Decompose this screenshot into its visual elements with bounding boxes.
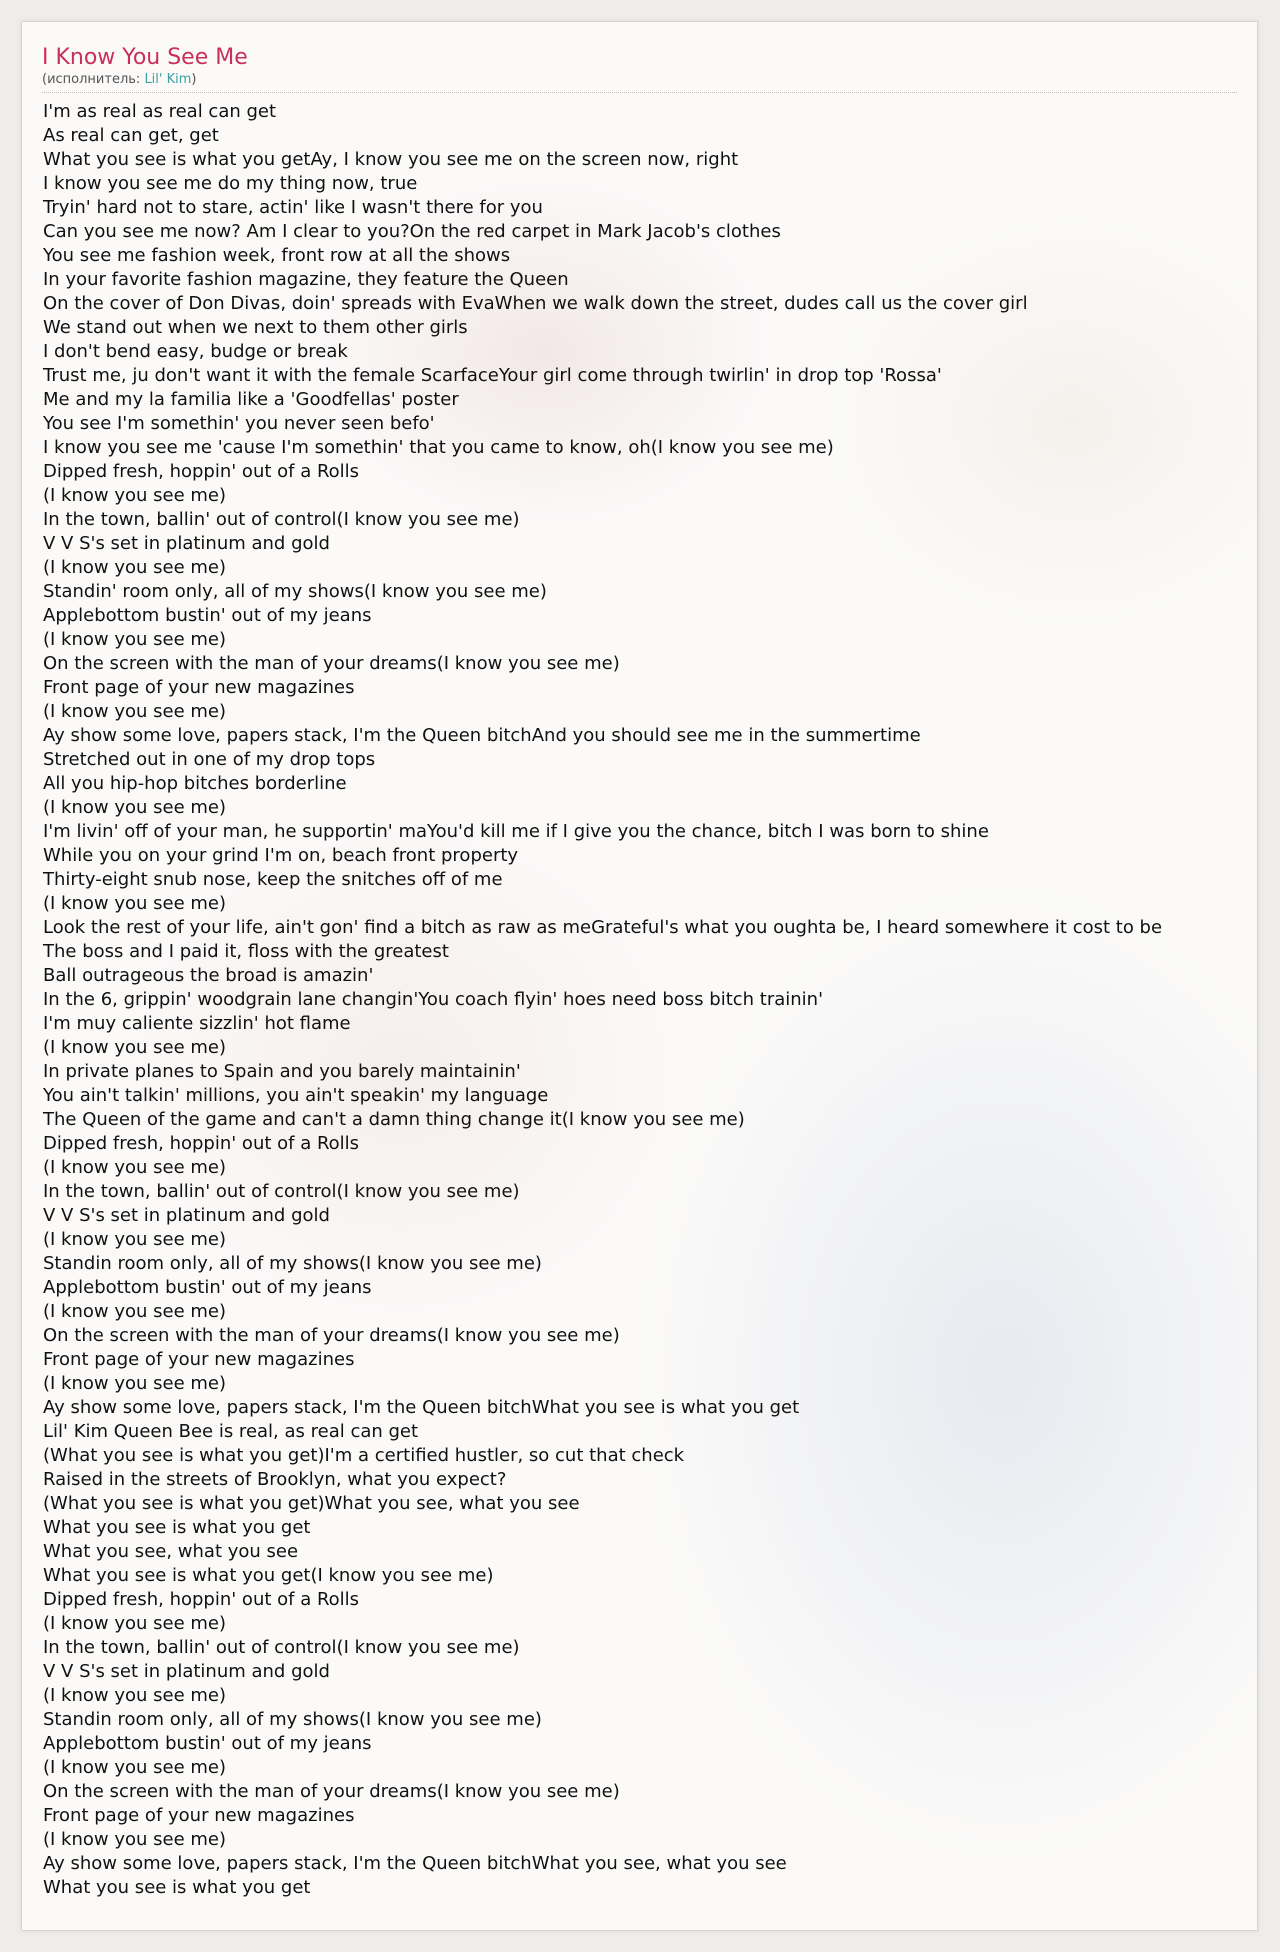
lyric-line: What you see is what you getAy, I know you see me on the screen now, right bbox=[43, 149, 739, 170]
lyric-line: Dipped fresh, hoppin' out of a Rolls bbox=[43, 1133, 360, 1154]
lyric-line: On the screen with the man of your dreams(I know you see me) bbox=[43, 653, 620, 674]
artist-suffix: ) bbox=[191, 72, 197, 87]
lyric-line: What you see is what you get bbox=[43, 1877, 311, 1898]
lyric-line: I'm muy caliente sizzlin' hot flame bbox=[43, 1013, 351, 1034]
lyric-line: Applebottom bustin' out of my jeans bbox=[43, 1733, 372, 1754]
lyric-line: Dipped fresh, hoppin' out of a Rolls bbox=[43, 1589, 360, 1610]
lyric-line: Can you see me now? Am I clear to you?On the red carpet in Mark Jacob's clothes bbox=[43, 221, 781, 242]
lyric-line: (I know you see me) bbox=[43, 629, 227, 650]
lyric-line: The boss and I paid it, floss with the greatest bbox=[43, 941, 449, 962]
lyric-line: (I know you see me) bbox=[43, 1157, 227, 1178]
lyric-line: (I know you see me) bbox=[43, 893, 227, 914]
lyric-line: Raised in the streets of Brooklyn, what you expect? bbox=[43, 1469, 507, 1490]
lyric-line: (I know you see me) bbox=[43, 557, 227, 578]
lyric-line: Lil' Kim Queen Bee is real, as real can get bbox=[43, 1421, 419, 1442]
lyric-line: On the screen with the man of your dreams(I know you see me) bbox=[43, 1325, 620, 1346]
lyric-line: Standin' room only, all of my shows(I know you see me) bbox=[43, 581, 547, 602]
lyric-line: Applebottom bustin' out of my jeans bbox=[43, 1277, 372, 1298]
lyric-line: Dipped fresh, hoppin' out of a Rolls bbox=[43, 461, 360, 482]
lyric-line: Look the rest of your life, ain't gon' find a bitch as raw as meGrateful's what you oughta be, I heard somewhere it cost to be bbox=[43, 917, 1163, 938]
lyric-line: Tryin' hard not to stare, actin' like I wasn't there for you bbox=[43, 197, 543, 218]
lyric-line: Ball outrageous the broad is amazin' bbox=[43, 965, 374, 986]
lyric-line: In the town, ballin' out of control(I know you see me) bbox=[43, 1637, 520, 1658]
lyric-line: Ay show some love, papers stack, I'm the Queen bitchAnd you should see me in the summertime bbox=[43, 725, 921, 746]
lyric-line: V V S's set in platinum and gold bbox=[43, 1661, 330, 1682]
lyric-line: We stand out when we next to them other girls bbox=[43, 317, 468, 338]
lyric-line: On the screen with the man of your dreams(I know you see me) bbox=[43, 1781, 620, 1802]
lyrics-body bbox=[43, 100, 1162, 1900]
lyric-line: Standin room only, all of my shows(I know you see me) bbox=[43, 1253, 542, 1274]
lyric-line: (I know you see me) bbox=[43, 1829, 227, 1850]
lyric-line: In the town, ballin' out of control(I know you see me) bbox=[43, 509, 520, 530]
lyric-line: All you hip-hop bitches borderline bbox=[43, 773, 347, 794]
lyric-line: In the 6, grippin' woodgrain lane changin'You coach flyin' hoes need boss bitch trainin' bbox=[43, 989, 824, 1010]
lyric-line: Me and my la familia like a 'Goodfellas' poster bbox=[43, 389, 459, 410]
lyric-line: Front page of your new magazines bbox=[43, 1805, 355, 1826]
artist-link[interactable]: Lil' Kim bbox=[144, 72, 192, 87]
song-title: I Know You See Me bbox=[42, 45, 248, 70]
lyric-line: (I know you see me) bbox=[43, 701, 227, 722]
lyric-line: While you on your grind I'm on, beach front property bbox=[43, 845, 519, 866]
lyric-line: In private planes to Spain and you barely maintainin' bbox=[43, 1061, 521, 1082]
lyric-line: (What you see is what you get)I'm a certified hustler, so cut that check bbox=[43, 1445, 685, 1466]
lyric-line: In your favorite fashion magazine, they feature the Queen bbox=[43, 269, 569, 290]
lyric-line: (I know you see me) bbox=[43, 1685, 227, 1706]
lyric-line: Ay show some love, papers stack, I'm the Queen bitchWhat you see, what you see bbox=[43, 1853, 787, 1874]
lyric-line: (I know you see me) bbox=[43, 1301, 227, 1322]
artist-line bbox=[42, 72, 1237, 88]
lyric-line: (I know you see me) bbox=[43, 1373, 227, 1394]
artist-prefix: (исполнитель: bbox=[42, 72, 145, 87]
lyric-line: Front page of your new magazines bbox=[43, 1349, 355, 1370]
lyric-line: (I know you see me) bbox=[43, 1037, 227, 1058]
lyric-line: V V S's set in platinum and gold bbox=[43, 1205, 330, 1226]
lyric-line: (I know you see me) bbox=[43, 1229, 227, 1250]
song-header bbox=[42, 44, 1237, 93]
lyric-line: I don't bend easy, budge or break bbox=[43, 341, 348, 362]
lyric-line: In the town, ballin' out of control(I know you see me) bbox=[43, 1181, 520, 1202]
lyric-line: Stretched out in one of my drop tops bbox=[43, 749, 376, 770]
lyric-line: You see I'm somethin' you never seen befo' bbox=[43, 413, 435, 434]
lyric-line: V V S's set in platinum and gold bbox=[43, 533, 330, 554]
lyric-line: On the cover of Don Divas, doin' spreads with EvaWhen we walk down the street, dudes call us the cover girl bbox=[43, 293, 1028, 314]
lyric-line: I know you see me do my thing now, true bbox=[43, 173, 418, 194]
lyric-line: As real can get, get bbox=[43, 125, 219, 146]
lyric-line: What you see, what you see bbox=[43, 1541, 299, 1562]
lyric-line: Standin room only, all of my shows(I know you see me) bbox=[43, 1709, 542, 1730]
lyric-line: The Queen of the game and can't a damn thing change it(I know you see me) bbox=[43, 1109, 745, 1130]
lyric-line: Thirty-eight snub nose, keep the snitches off of me bbox=[43, 869, 503, 890]
lyric-line: I'm livin' off of your man, he supportin' maYou'd kill me if I give you the chance, bitch I was born to shine bbox=[43, 821, 989, 842]
lyric-line: (I know you see me) bbox=[43, 797, 227, 818]
lyric-line: Ay show some love, papers stack, I'm the Queen bitchWhat you see is what you get bbox=[43, 1397, 800, 1418]
lyric-line: (What you see is what you get)What you see, what you see bbox=[43, 1493, 580, 1514]
lyrics-card bbox=[21, 21, 1258, 1931]
lyric-line: Front page of your new magazines bbox=[43, 677, 355, 698]
lyric-line: (I know you see me) bbox=[43, 1613, 227, 1634]
lyric-line: You ain't talkin' millions, you ain't speakin' my language bbox=[43, 1085, 549, 1106]
lyric-line: You see me fashion week, front row at all the shows bbox=[43, 245, 511, 266]
lyric-line: (I know you see me) bbox=[43, 485, 227, 506]
lyric-line: I know you see me 'cause I'm somethin' that you came to know, oh(I know you see me) bbox=[43, 437, 834, 458]
lyric-line: (I know you see me) bbox=[43, 1757, 227, 1778]
lyric-line: What you see is what you get bbox=[43, 1517, 311, 1538]
lyric-line: Applebottom bustin' out of my jeans bbox=[43, 605, 372, 626]
lyric-line: Trust me, ju don't want it with the female ScarfaceYour girl come through twirlin' in drop top 'Rossa' bbox=[43, 365, 942, 386]
lyric-line: I'm as real as real can get bbox=[43, 101, 277, 122]
lyric-line: What you see is what you get(I know you see me) bbox=[43, 1565, 494, 1586]
